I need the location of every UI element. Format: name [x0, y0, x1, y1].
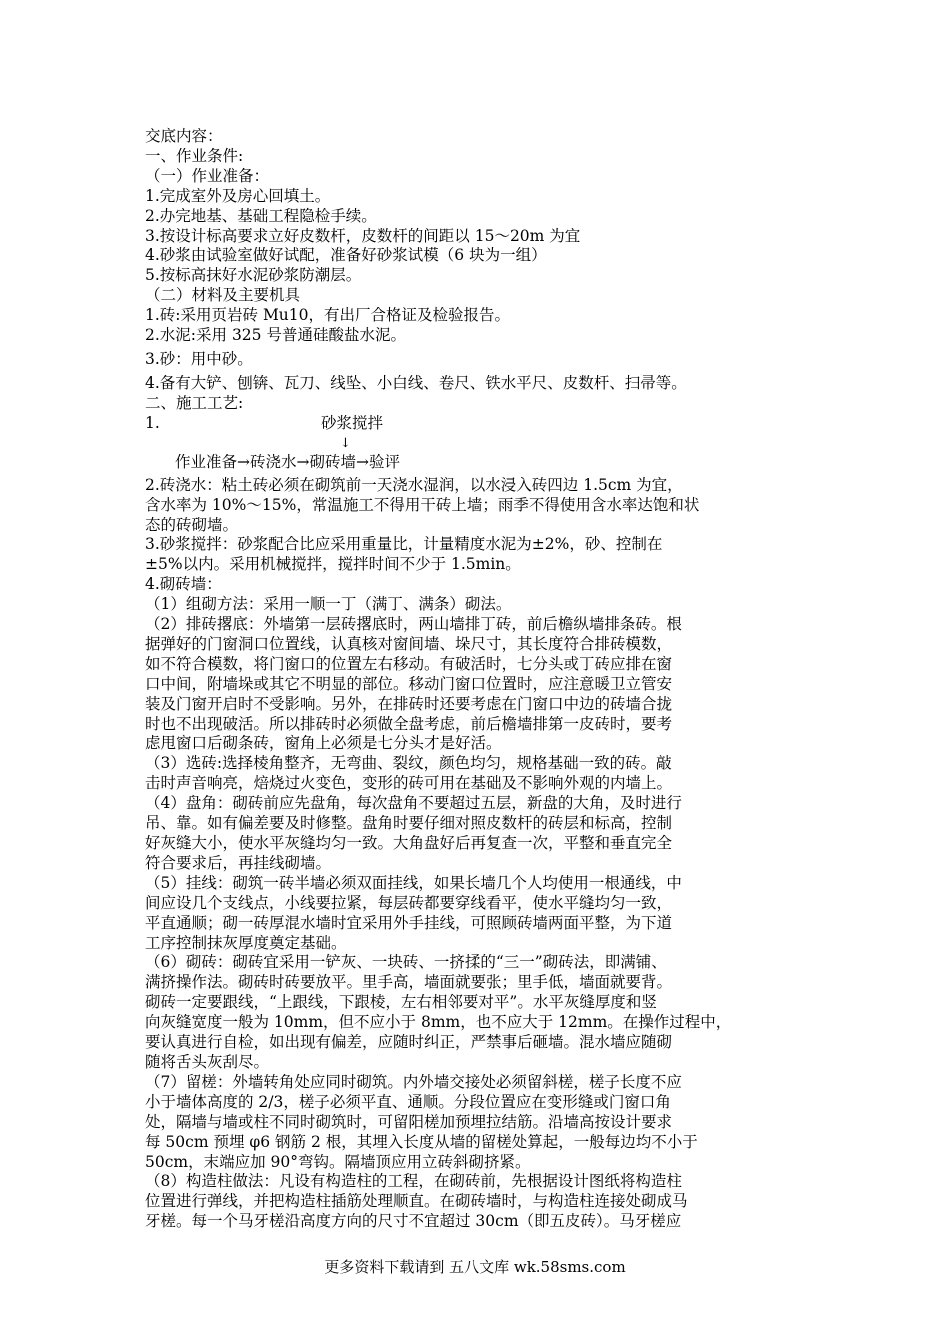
text-line: 据弹好的门窗洞口位置线，认真核对窗间墙、垛尺寸，其长度符合排砖模数， — [145, 634, 673, 653]
text-line: 口中间，附墙垛或其它不明显的部位。移动门窗口位置时，应注意暖卫立管安 — [145, 674, 673, 693]
text-line: 如不符合模数，将门窗口的位置左右移动。有破活时，七分头或丁砖应排在窗 — [145, 654, 673, 673]
materials-section-tail — [145, 350, 825, 370]
text-line: 交底内容： — [145, 127, 223, 145]
text-line: 含水率为 10%～15%，常温施工不得用干砖上墙；雨季不得使用含水率达饱和状 — [145, 495, 700, 514]
text-line: 要认真进行自检，如出现有偏差，应随时纠正，严禁事后砸墙。混水墙应随砌 — [145, 1033, 673, 1052]
text-line: 符合要求后，再挂线砌墙。 — [145, 853, 332, 872]
text-line: 50cm，末端应加 90°弯钩。隔墙顶应用立砖斜砌挤紧。 — [145, 1152, 531, 1171]
text-line: 装及门窗开启时不受影响。另外，在排砖时还要考虑在门窗口中边的砖墙合拢 — [145, 694, 673, 713]
text-line: 态的砖砌墙。 — [145, 515, 239, 534]
text-line: （4）盘角：砌砖前应先盘角，每次盘角不要超过五层，新盘的大角，及时进行 — [145, 794, 682, 813]
text-line: （1）组砌方法：采用一顺一丁（满丁、满条）砌法。 — [145, 595, 512, 614]
text-line: 工序控制抹灰厚度奠定基础。 — [145, 933, 347, 952]
text-line: 1.砖:采用页岩砖 Mu10，有出厂合格证及检验报告。 — [145, 306, 511, 325]
text-line: （8）构造柱做法：凡设有构造柱的工程，在砌砖前，先根据设计图纸将构造柱 — [145, 1172, 682, 1191]
text-line: 向灰缝宽度一般为 10mm，但不应小于 8mm，也不应大于 12mm。在操作过程中， — [145, 1013, 732, 1032]
text-line: 击时声音响亮，焙烧过火变色，变形的砖可用在基础及不影响外观的内墙上。 — [145, 774, 673, 793]
text-line: 时也不出现破活。所以排砖时必须做全盘考虑，前后檐墙排第一皮砖时，要考 — [145, 714, 673, 733]
flow-number: 1. — [145, 413, 160, 432]
text-line: 4.备有大铲、刨锛、瓦刀、线坠、小白线、卷尺、铁水平尺、皮数杆、扫帚等。 — [145, 373, 687, 392]
process-flow-diagram — [145, 414, 825, 476]
text-line: （3）选砖:选择棱角整齐，无弯曲、裂纹，颜色均匀，规格基础一致的砖。敲 — [145, 754, 672, 773]
text-line: （2）排砖撂底：外墙第一层砖撂底时，两山墙排丁砖，前后檐纵墙排条砖。根 — [145, 615, 682, 634]
text-line: 4.砂浆由试验室做好试配，准备好砂浆试模（6 块为一组） — [145, 246, 547, 265]
down-arrow-icon: ↓ — [340, 435, 351, 451]
text-line: （7）留槎：外墙转角处应同时砌筑。内外墙交接处必须留斜槎，槎子长度不应 — [145, 1072, 682, 1091]
footer-download-note: 更多资料下载请到 五八文库 wk.58sms.com — [324, 1258, 626, 1276]
text-line: 牙槎。每一个马牙槎沿高度方向的尺寸不宜超过 30cm（即五皮砖）。马牙槎应 — [145, 1212, 682, 1231]
text-line: 二、施工工艺: — [145, 393, 244, 412]
text-line: ±5%以内。采用机械搅拌，搅拌时间不少于 1.5min。 — [145, 555, 521, 574]
text-line: （5）挂线：砌筑一砖半墙必须双面挂线，如果长墙几个人均使用一根通线，中 — [145, 873, 682, 892]
text-line: 2.水泥:采用 325 号普通硅酸盐水泥。 — [145, 326, 406, 345]
text-line: （6）砌砖：砌砖宜采用一铲灰、一块砖、一挤揉的“三一”砌砖法，即满铺、 — [145, 953, 667, 972]
text-line: 处，隔墙与墙或柱不同时砌筑时，可留阳槎加预埋拉结筋。沿墙高按设计要求 — [145, 1112, 673, 1131]
process-details-section — [145, 476, 825, 1232]
text-line: 砌砖一定要跟线，“上跟线，下跟棱，左右相邻要对平”。水平灰缝厚度和竖 — [145, 993, 657, 1012]
tools-and-process-heading — [145, 374, 825, 414]
text-line: 3.砂浆搅拌：砂浆配合比应采用重量比，计量精度水泥为±2%，砂、控制在 — [145, 535, 663, 554]
text-line: 间应设几个支线点，小线要拉紧，每层砖都要穿线看平，使水平缝均匀一致， — [145, 893, 673, 912]
text-line: （二）材料及主要机具 — [145, 286, 301, 305]
text-line: 满挤操作法。砌砖时砖要放平。里手高，墙面就要张；里手低，墙面就要背。 — [145, 973, 673, 992]
text-line: 一、作业条件: — [145, 146, 244, 165]
text-line: 3.按设计标高要求立好皮数杆，皮数杆的间距以 15～20m 为宜 — [145, 226, 581, 245]
text-line: 2.砖浇水：粘土砖必须在砌筑前一天浇水湿润，以水浸入砖四边 1.5cm 为宜， — [145, 475, 683, 494]
document-body — [145, 127, 825, 1232]
mortar-mixing-step: 砂浆搅拌 — [321, 413, 384, 432]
text-line: 位置进行弹线，并把构造柱插筋处理顺直。在砌砖墙时，与构造柱连接处砌成马 — [145, 1192, 688, 1211]
process-steps: 作业准备→砖浇水→砌砖墙→验评 — [175, 452, 400, 471]
text-line: 随将舌头灰刮尽。 — [145, 1052, 270, 1071]
text-line: （一）作业准备： — [145, 166, 270, 185]
text-line: 3.砂：用中砂。 — [145, 349, 253, 368]
text-line: 5.按标高抹好水泥砂浆防潮层。 — [145, 266, 362, 285]
text-line: 虑甩窗口后砌条砖，窗角上必须是七分头才是好活。 — [145, 734, 502, 753]
text-line: 吊、靠。如有偏差要及时修整。盘角时要仔细对照皮数杆的砖层和标高，控制 — [145, 814, 673, 833]
text-line: 4.砌砖墙： — [145, 575, 222, 594]
text-line: 2.办完地基、基础工程隐检手续。 — [145, 206, 377, 225]
work-conditions-section — [145, 127, 825, 346]
text-line: 每 50cm 预埋 φ6 钢筋 2 根，其埋入长度从墙的留槎处算起，一般每边均不小于 — [145, 1132, 698, 1151]
text-line: 1.完成室外及房心回填土。 — [145, 186, 331, 205]
text-line: 小于墙体高度的 2/3，槎子必须平直、通顺。分段位置应在变形缝或门窗口角 — [145, 1092, 671, 1111]
text-line: 好灰缝大小，使水平灰缝均匀一致。大角盘好后再复查一次，平整和垂直完全 — [145, 834, 673, 852]
text-line: 平直通顺；砌一砖厚混水墙时宜采用外手挂线，可照顾砖墙两面平整，为下道 — [145, 913, 673, 932]
